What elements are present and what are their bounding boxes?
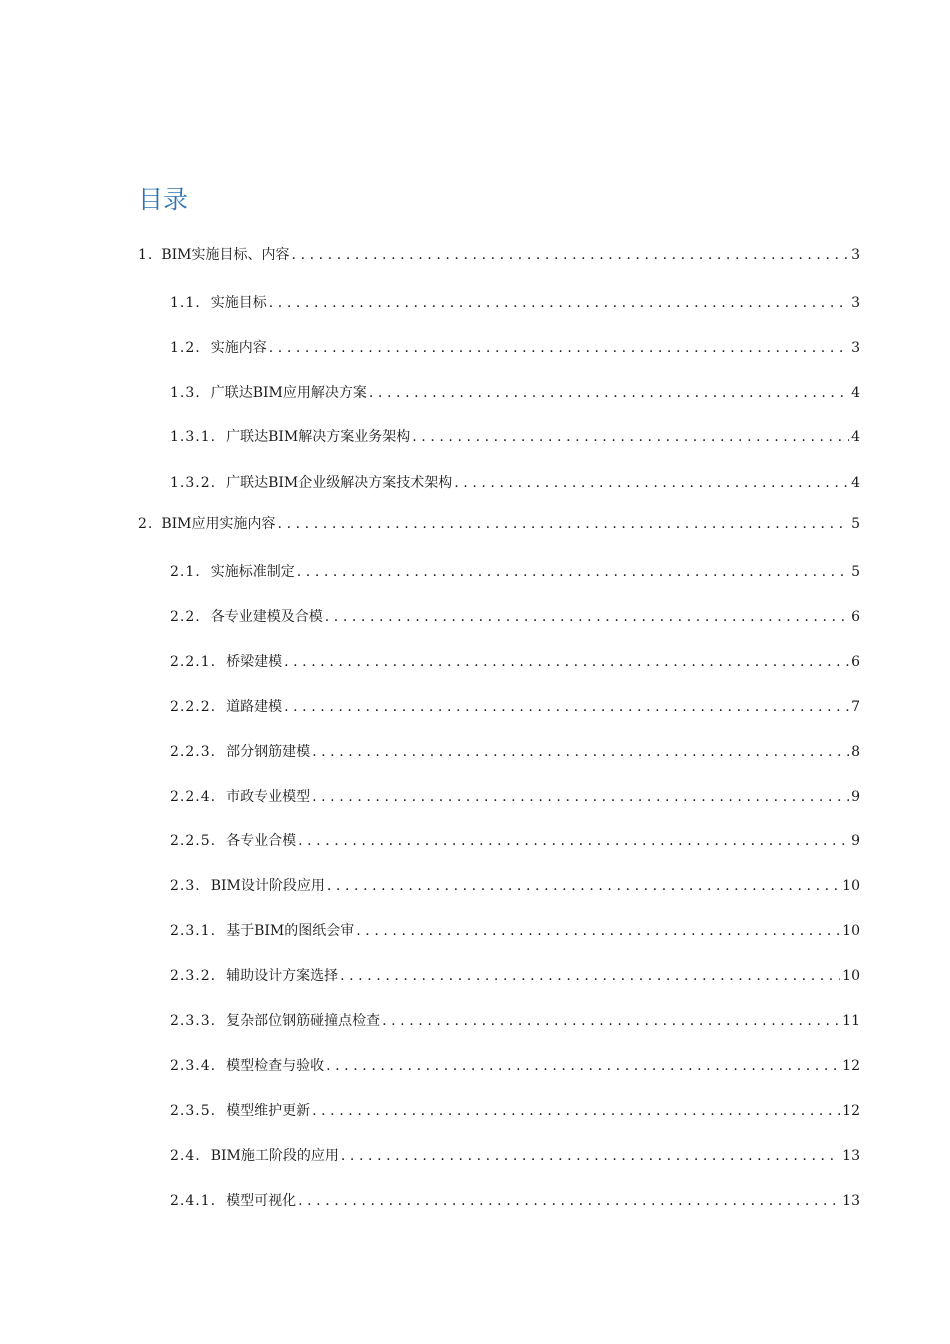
toc-dot-leader [312,786,849,808]
toc-entry-text: BIM应用实施内容 [161,516,276,532]
toc-dot-leader [284,651,849,673]
toc-entry[interactable] [170,1055,860,1077]
toc-entry-page: 10 [842,923,860,939]
toc-dot-leader [298,830,849,852]
toc-entry-text: BIM施工阶段的应用 [210,1148,339,1164]
toc-entry-text: 各专业建模及合模 [210,609,323,625]
toc-dot-leader [412,426,849,448]
toc-entry-text: 实施目标 [210,295,267,311]
toc-entry-number: 2.2.3. [170,744,217,760]
toc-entry[interactable] [170,472,860,494]
toc-entry-number: 2.3.4. [170,1058,217,1074]
toc-entry-text: 复杂部位钢筋碰撞点检查 [226,1013,381,1029]
toc-entry-page: 3 [851,340,860,356]
toc-entry-text: 部分钢筋建模 [226,744,311,760]
toc-entry-text: 模型维护更新 [226,1103,311,1119]
toc-entry-text: 模型检查与验收 [226,1058,325,1074]
toc-entry[interactable] [170,920,860,942]
toc-dot-leader [340,965,840,987]
toc-entry[interactable] [170,830,860,852]
toc-entry-number: 1.3. [170,385,201,401]
toc-entry-number: 2.3.1. [170,923,217,939]
toc-entry-number: 2.2. [170,609,201,625]
toc-dot-leader [297,561,849,583]
toc-entry-text: 基于BIM的图纸会审 [226,923,355,939]
toc-entry-page: 9 [851,833,860,849]
toc-entry-text: 道路建模 [226,699,283,715]
toc-dot-leader [312,741,849,763]
toc-dot-leader [269,292,849,314]
toc-entry-number: 2.2.4. [170,789,217,805]
toc-entry-page: 5 [851,516,860,532]
toc-entry-page: 7 [851,699,860,715]
toc-entry-text: 实施内容 [210,340,267,356]
toc-dot-leader [292,244,850,266]
toc-dot-leader [298,1190,840,1212]
toc-entry-page: 8 [851,744,860,760]
toc-entry-page: 13 [842,1148,860,1164]
toc-entry-page: 10 [842,968,860,984]
toc-entry-page: 4 [851,429,860,445]
toc-dot-leader [382,1010,840,1032]
toc-entry[interactable] [170,1100,860,1122]
toc-entry-text: 各专业合模 [226,833,297,849]
toc-entry-page: 4 [851,385,860,401]
toc-entry[interactable] [170,741,860,763]
toc-entry[interactable] [170,786,860,808]
toc-entry[interactable] [170,1145,860,1167]
toc-entry-page: 10 [842,878,860,894]
toc-entry-number: 2.2.1. [170,654,217,670]
toc-entry-number: 2.2.5. [170,833,217,849]
toc-entry-page: 9 [851,789,860,805]
toc-entry-page: 13 [842,1193,860,1209]
toc-dot-leader [312,1100,840,1122]
toc-entry-page: 3 [851,295,860,311]
toc-entry-number: 2.3.2. [170,968,217,984]
toc-entry[interactable] [170,875,860,897]
toc-entry-text: 实施标准制定 [210,564,295,580]
toc-entry-number: 2.4.1. [170,1193,217,1209]
toc-entry-page: 3 [851,247,860,263]
toc-entry[interactable] [138,244,860,266]
toc-dot-leader [269,337,849,359]
toc-entry-text: 广联达BIM应用解决方案 [210,385,367,401]
toc-entry-number: 1. [138,247,154,263]
toc-dot-leader [454,472,849,494]
toc-entry-number: 1.3.2. [170,475,217,491]
toc-entry-text: 桥梁建模 [226,654,283,670]
toc-title: 目录 [138,185,189,214]
toc-entry-page: 12 [842,1103,860,1119]
toc-entry-text: 模型可视化 [226,1193,297,1209]
toc-dot-leader [325,606,849,628]
toc-entry-page: 4 [851,475,860,491]
toc-entry-number: 1.3.1. [170,429,217,445]
toc-dot-leader [284,696,849,718]
toc-entry-page: 12 [842,1058,860,1074]
toc-entry[interactable] [170,965,860,987]
toc-entry-number: 2.4. [170,1148,201,1164]
toc-entry[interactable] [170,1190,860,1212]
toc-entry-page: 6 [851,654,860,670]
toc-entry-number: 1.1. [170,295,201,311]
toc-entry-number: 2.3. [170,878,201,894]
toc-entry-number: 2.1. [170,564,201,580]
toc-entry[interactable] [170,1010,860,1032]
toc-entry-page: 5 [851,564,860,580]
toc-entry-number: 2.3.3. [170,1013,217,1029]
toc-entry-text: 市政专业模型 [226,789,311,805]
toc-entry[interactable] [138,513,860,535]
toc-entry-number: 1.2. [170,340,201,356]
toc-dot-leader [278,513,850,535]
toc-dot-leader [327,875,840,897]
toc-entry-number: 2. [138,516,154,532]
toc-entry-number: 2.2.2. [170,699,217,715]
toc-dot-leader [356,920,840,942]
toc-entry[interactable] [170,337,860,359]
toc-entry-text: BIM实施目标、内容 [161,247,290,263]
toc-entry-page: 11 [842,1013,860,1029]
toc-entry-text: 广联达BIM解决方案业务架构 [226,429,411,445]
toc-entry[interactable] [170,292,860,314]
toc-entry-number: 2.3.5. [170,1103,217,1119]
toc-entry[interactable] [170,696,860,718]
toc-entry[interactable] [170,651,860,673]
toc-entry[interactable] [170,606,860,628]
toc-entry-text: 广联达BIM企业级解决方案技术架构 [226,475,453,491]
toc-entry[interactable] [170,561,860,583]
toc-entry-page: 6 [851,609,860,625]
toc-entry[interactable] [170,426,860,448]
toc-dot-leader [341,1145,840,1167]
toc-dot-leader [369,382,849,404]
toc-dot-leader [326,1055,840,1077]
toc-entry-text: BIM设计阶段应用 [210,878,325,894]
toc-entry[interactable] [170,382,860,404]
toc-entry-text: 辅助设计方案选择 [226,968,339,984]
